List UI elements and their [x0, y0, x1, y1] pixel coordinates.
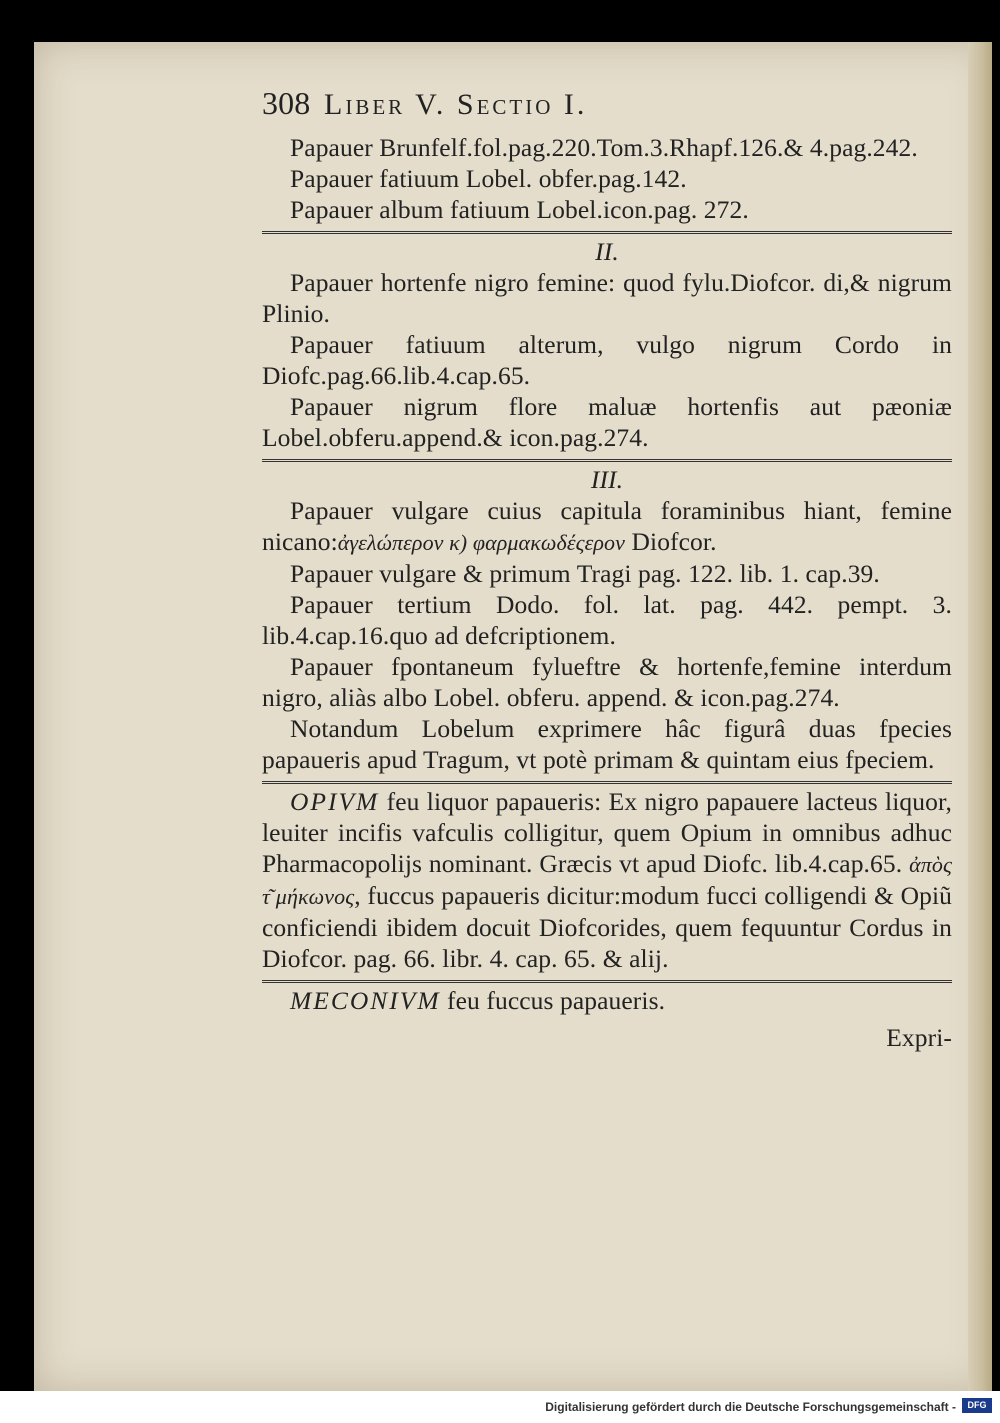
entry-paragraph: Papauer vulgare & primum Tragi pag. 122. lib. 1. cap.39. — [290, 559, 880, 588]
entry-paragraph: Papauer nigrum flore maluæ hortenfis aut pæoniæ Lobel.obferu.append.& icon.pag.274. — [262, 392, 952, 452]
section-divider — [262, 459, 952, 462]
running-title: Liber V. Sectio I. — [324, 88, 588, 121]
entry-paragraph: Papauer fatiuum Lobel. obfer.pag.142. — [290, 164, 687, 193]
meconium-text: feu fuccus papaueris. — [440, 986, 666, 1015]
meconium-heading: MECONIVM — [290, 986, 441, 1015]
entry-paragraph: Papauer tertium Dodo. fol. lat. pag. 442. pempt. 3. lib.4.cap.16.quo ad defcriptionem. — [262, 590, 952, 650]
page-header — [262, 85, 952, 132]
digitization-footer — [0, 1391, 1000, 1423]
entry-paragraph: Papauer fatiuum alterum, vulgo nigrum Cordo in Diofc.pag.66.lib.4.cap.65. — [262, 330, 952, 390]
page-number: 308 — [262, 85, 311, 121]
section-divider — [262, 781, 952, 784]
greek-text: ἀπὸς τ͂ μήκωνος — [262, 852, 952, 909]
entry-text: Papauer vulgare cuius capitula foraminibus hiant, femine nicano: — [262, 496, 952, 556]
page-edge — [968, 42, 992, 1391]
section-divider — [262, 980, 952, 983]
dfg-logo: DFG — [962, 1398, 992, 1413]
entry-paragraph — [262, 495, 952, 558]
opium-heading: OPIVM — [290, 787, 380, 816]
section-divider — [262, 231, 952, 234]
opium-text: , fuccus papaueris dicitur:modum fucci colligendi & Opiũ conficiendi ibidem docuit Diofcorides, quem fequuntur Cordus in Diofcor. pag. 66. libr. 4. cap. 65. & alij. — [262, 881, 953, 973]
footer-credit: Digitalisierung gefördert durch die Deutsche Forschungsgemeinschaft - — [545, 1400, 956, 1414]
entry-paragraph: Papauer fpontaneum fylueftre & hortenfe,femine interdum nigro, aliàs albo Lobel. obferu. append. & icon.pag.274. — [262, 652, 952, 712]
section-numeral: II. — [595, 237, 619, 266]
entry-paragraph: Notandum Lobelum exprimere hâc figurâ duas fpecies papaueris apud Tragum, vt potè primam & quintam eius fpeciem. — [262, 714, 952, 774]
section-numeral: III. — [590, 465, 624, 494]
meconium-paragraph — [262, 985, 952, 1016]
entry-text: Diofcor. — [625, 527, 717, 556]
page-text — [262, 85, 953, 1079]
entry-paragraph: Papauer album fatiuum Lobel.icon.pag. 272. — [290, 195, 749, 224]
entry-paragraph: Papauer Brunfelf.fol.pag.220.Tom.3.Rhapf.126.& 4.pag.242. — [290, 133, 918, 162]
entry-paragraph: Papauer hortenfe nigro femine: quod fylu.Diofcor. di,& nigrum Plinio. — [262, 268, 952, 328]
opium-paragraph — [262, 786, 952, 974]
greek-text: ἀγελώπερον κ) φαρμακωδέςερον — [337, 530, 626, 555]
opium-text: feu liquor papaueris: Ex nigro papauere lacteus liquor, leuiter incifis vafculis colligitur, quem Opium in omnibus adhuc Pharmacopolijs nominant. Græcis vt apud Diofc. lib.4.cap.65. — [262, 787, 952, 878]
catchword: Expri- — [886, 1023, 952, 1052]
